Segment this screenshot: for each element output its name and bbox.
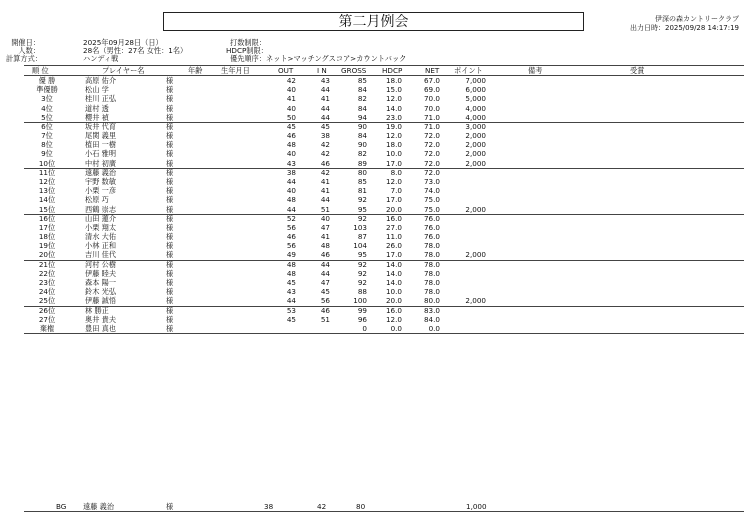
- cell-in: 45: [320, 121, 330, 131]
- table-row: [0, 131, 750, 140]
- cell-hdcp: 12.0: [385, 314, 402, 324]
- cell-sama: 様: [166, 103, 174, 113]
- cell-rank: 17位: [38, 222, 56, 232]
- cell-name: 山田 蓮介: [85, 213, 117, 223]
- cell-sama: 様: [166, 323, 174, 333]
- footer-rank: BG: [56, 502, 67, 511]
- cell-gross: 87: [357, 232, 367, 242]
- cell-net: 75.0: [423, 204, 440, 214]
- cell-rank: 3位: [41, 94, 53, 104]
- cell-name: 道村 透: [85, 103, 109, 113]
- cell-points: 4,000: [465, 112, 486, 122]
- meta-method-value: ハンディ戦: [83, 54, 119, 63]
- cell-net: 78.0: [423, 250, 440, 260]
- cell-gross: 85: [357, 176, 367, 186]
- cell-hdcp: 19.0: [385, 121, 402, 131]
- header-points: ポイント: [454, 66, 483, 75]
- cell-in: 51: [320, 314, 330, 324]
- cell-out: 50: [286, 112, 296, 122]
- table-row: [0, 306, 750, 315]
- cell-out: 48: [286, 268, 296, 278]
- cell-hdcp: 14.0: [385, 277, 402, 287]
- cell-sama: 様: [166, 277, 174, 287]
- cell-gross: 89: [357, 158, 367, 168]
- cell-rank: 22位: [38, 268, 56, 278]
- cell-hdcp: 18.0: [385, 76, 402, 85]
- cell-in: 44: [320, 103, 330, 113]
- cell-points: 2,000: [465, 158, 486, 168]
- cell-sama: 様: [166, 131, 174, 141]
- header-notes: 備考: [528, 66, 543, 75]
- cell-sama: 様: [166, 268, 174, 278]
- cell-in: 46: [320, 305, 330, 315]
- cell-sama: 様: [166, 241, 174, 251]
- cell-gross: 95: [357, 250, 367, 260]
- cell-net: 0.0: [428, 323, 440, 333]
- cell-name: 桂川 正弘: [85, 94, 117, 104]
- cell-hdcp: 20.0: [385, 296, 402, 306]
- cell-out: 45: [286, 277, 296, 287]
- cell-rank: 16位: [38, 213, 56, 223]
- cell-points: 2,000: [465, 296, 486, 306]
- cell-in: 41: [320, 186, 330, 196]
- table-row: [0, 205, 750, 214]
- cell-sama: 様: [166, 176, 174, 186]
- cell-rank: 7位: [41, 131, 53, 141]
- cell-net: 75.0: [423, 195, 440, 205]
- meta-count-label: 人数：: [18, 46, 40, 55]
- cell-in: 51: [320, 204, 330, 214]
- cell-net: 71.0: [423, 112, 440, 122]
- cell-in: 41: [320, 232, 330, 242]
- table-row: [0, 250, 750, 259]
- cell-gross: 96: [357, 314, 367, 324]
- cell-name: 小栗 翔太: [85, 222, 117, 232]
- cell-sama: 様: [166, 158, 174, 168]
- cell-sama: 様: [166, 296, 174, 306]
- cell-hdcp: 16.0: [385, 305, 402, 315]
- cell-net: 80.0: [423, 296, 440, 306]
- cell-sama: 様: [166, 140, 174, 150]
- header-hdcp: HDCP: [382, 66, 403, 75]
- cell-in: 44: [320, 268, 330, 278]
- cell-hdcp: 14.0: [385, 103, 402, 113]
- cell-in: 44: [320, 195, 330, 205]
- cell-gross: 88: [357, 287, 367, 297]
- cell-gross: 84: [357, 85, 367, 95]
- meta-date-value: 2025年09月28日（日）: [83, 38, 163, 47]
- cell-in: 44: [320, 259, 330, 269]
- cell-points: 3,000: [465, 121, 486, 131]
- cell-sama: 様: [166, 232, 174, 242]
- cell-name: 伊藤 誠悟: [85, 296, 117, 306]
- table-row: [0, 195, 750, 204]
- cell-name: 鈴木 光弘: [85, 287, 117, 297]
- cell-gross: 90: [357, 140, 367, 150]
- cell-hdcp: 20.0: [385, 204, 402, 214]
- cell-name: 坂井 代育: [85, 121, 117, 131]
- cell-gross: 82: [357, 94, 367, 104]
- cell-name: 櫻井 禎: [85, 112, 109, 122]
- cell-net: 72.0: [423, 158, 440, 168]
- cell-gross: 0: [362, 323, 367, 333]
- cell-name: 清水 大佑: [85, 232, 117, 242]
- cell-name: 吉川 佳代: [85, 250, 117, 260]
- cell-net: 76.0: [423, 232, 440, 242]
- cell-net: 83.0: [423, 305, 440, 315]
- cell-rank: 20位: [38, 250, 56, 260]
- table-row: [0, 324, 750, 333]
- cell-name: 松原 巧: [85, 195, 109, 205]
- cell-gross: 82: [357, 149, 367, 159]
- cell-net: 78.0: [423, 287, 440, 297]
- cell-gross: 90: [357, 121, 367, 131]
- cell-gross: 80: [357, 167, 367, 177]
- cell-sama: 様: [166, 259, 174, 269]
- table-row: [0, 168, 750, 177]
- cell-hdcp: 10.0: [385, 149, 402, 159]
- cell-out: 46: [286, 232, 296, 242]
- cell-sama: 様: [166, 186, 174, 196]
- cell-name: 奥井 貴夫: [85, 314, 117, 324]
- footer-age: 38: [264, 502, 274, 511]
- cell-sama: 様: [166, 76, 174, 85]
- cell-hdcp: 12.0: [385, 131, 402, 141]
- table-row: [0, 113, 750, 122]
- cell-gross: 99: [357, 305, 367, 315]
- meta-date-label: 開催日：: [11, 38, 40, 47]
- cell-rank: 11位: [38, 167, 56, 177]
- cell-sama: 様: [166, 204, 174, 214]
- cell-name: 豊田 真也: [85, 323, 117, 333]
- table-row: [0, 214, 750, 223]
- cell-hdcp: 16.0: [385, 213, 402, 223]
- table-row: [0, 287, 750, 296]
- cell-in: 48: [320, 241, 330, 251]
- cell-sama: 様: [166, 195, 174, 205]
- table-end-line: [24, 333, 744, 334]
- cell-gross: 95: [357, 204, 367, 214]
- table-row: [0, 85, 750, 94]
- cell-points: 7,000: [465, 76, 486, 85]
- cell-hdcp: 14.0: [385, 259, 402, 269]
- cell-in: 46: [320, 250, 330, 260]
- cell-sama: 様: [166, 314, 174, 324]
- cell-points: 4,000: [465, 103, 486, 113]
- cell-gross: 92: [357, 268, 367, 278]
- cell-in: 47: [320, 222, 330, 232]
- header-net: NET: [425, 66, 440, 75]
- cell-rank: 14位: [38, 195, 56, 205]
- footer-points: 1,000: [466, 502, 487, 511]
- cell-rank: 13位: [38, 186, 56, 196]
- cell-out: 48: [286, 259, 296, 269]
- cell-out: 46: [286, 131, 296, 141]
- cell-net: 78.0: [423, 277, 440, 287]
- table-row: [0, 223, 750, 232]
- cell-hdcp: 26.0: [385, 241, 402, 251]
- cell-gross: 92: [357, 259, 367, 269]
- table-row: [0, 296, 750, 305]
- cell-out: 41: [286, 94, 296, 104]
- header-prize: 受賞: [630, 66, 645, 75]
- table-row: [0, 94, 750, 103]
- table-row: [0, 177, 750, 186]
- cell-out: 48: [286, 195, 296, 205]
- header-in: I N: [317, 66, 327, 75]
- cell-in: 42: [320, 140, 330, 150]
- cell-rank: 18位: [38, 232, 56, 242]
- cell-gross: 92: [357, 195, 367, 205]
- cell-hdcp: 12.0: [385, 94, 402, 104]
- cell-rank: 15位: [38, 204, 56, 214]
- footer-in: 80: [356, 502, 366, 511]
- cell-name: 森本 陽一: [85, 277, 117, 287]
- cell-net: 70.0: [423, 103, 440, 113]
- cell-gross: 92: [357, 213, 367, 223]
- cell-net: 72.0: [423, 149, 440, 159]
- cell-hdcp: 17.0: [385, 250, 402, 260]
- table-row: [0, 159, 750, 168]
- cell-hdcp: 10.0: [385, 287, 402, 297]
- cell-out: 44: [286, 204, 296, 214]
- cell-rank: 25位: [38, 296, 56, 306]
- meta-priority: 優先順序：ネット>マッチングスコア>カウントバック: [230, 54, 407, 63]
- cell-out: 45: [286, 314, 296, 324]
- cell-name: 小石 雅明: [85, 149, 117, 159]
- cell-out: 40: [286, 103, 296, 113]
- cell-rank: 8位: [41, 140, 53, 150]
- footer-sama: 様: [166, 502, 174, 511]
- cell-name: 小林 正和: [85, 241, 117, 251]
- cell-net: 70.0: [423, 94, 440, 104]
- printed-value: 2025/09/28 14:17:19: [664, 24, 739, 32]
- cell-in: 46: [320, 158, 330, 168]
- cell-rank: 9位: [41, 149, 53, 159]
- table-row: [0, 186, 750, 195]
- cell-hdcp: 12.0: [385, 176, 402, 186]
- table-row: [0, 104, 750, 113]
- cell-rank: 26位: [38, 305, 56, 315]
- cell-out: 43: [286, 158, 296, 168]
- cell-sama: 様: [166, 222, 174, 232]
- cell-gross: 84: [357, 103, 367, 113]
- cell-in: 45: [320, 287, 330, 297]
- cell-sama: 様: [166, 149, 174, 159]
- cell-gross: 84: [357, 131, 367, 141]
- cell-points: 2,000: [465, 250, 486, 260]
- cell-hdcp: 0.0: [390, 323, 402, 333]
- cell-in: 42: [320, 167, 330, 177]
- cell-out: 52: [286, 213, 296, 223]
- cell-gross: 103: [353, 222, 367, 232]
- cell-net: 72.0: [423, 167, 440, 177]
- cell-hdcp: 18.0: [385, 140, 402, 150]
- cell-in: 40: [320, 213, 330, 223]
- table-row: [0, 315, 750, 324]
- table-row: [0, 76, 750, 85]
- page-title: 第二月例会: [163, 12, 584, 31]
- cell-sama: 様: [166, 250, 174, 260]
- table-row: [0, 278, 750, 287]
- cell-rank: 24位: [38, 287, 56, 297]
- header-birthday: 生年月日: [221, 66, 250, 75]
- cell-rank: 優 勝: [38, 76, 56, 85]
- cell-out: 56: [286, 241, 296, 251]
- cell-net: 69.0: [423, 85, 440, 95]
- cell-name: 林 勝正: [85, 305, 109, 315]
- meta-count-value: 28名（男性：27名 女性：1名）: [83, 46, 188, 55]
- cell-out: 38: [286, 167, 296, 177]
- cell-gross: 94: [357, 112, 367, 122]
- meta-stroke-limit: 打数制限：: [230, 38, 266, 47]
- cell-out: 40: [286, 85, 296, 95]
- cell-net: 78.0: [423, 241, 440, 251]
- cell-hdcp: 7.0: [390, 186, 402, 196]
- cell-net: 74.0: [423, 186, 440, 196]
- cell-sama: 様: [166, 287, 174, 297]
- cell-out: 40: [286, 149, 296, 159]
- cell-name: 伊藤 睦夫: [85, 268, 117, 278]
- cell-in: 43: [320, 76, 330, 85]
- cell-sama: 様: [166, 121, 174, 131]
- cell-out: 56: [286, 222, 296, 232]
- cell-hdcp: 17.0: [385, 195, 402, 205]
- cell-out: 44: [286, 176, 296, 186]
- cell-in: 56: [320, 296, 330, 306]
- cell-rank: 12位: [38, 176, 56, 186]
- cell-gross: 92: [357, 277, 367, 287]
- cell-rank: 23位: [38, 277, 56, 287]
- table-row: [0, 260, 750, 269]
- cell-net: 72.0: [423, 131, 440, 141]
- cell-hdcp: 15.0: [385, 85, 402, 95]
- cell-points: 2,000: [465, 140, 486, 150]
- header-age: 年齢: [188, 66, 203, 75]
- cell-rank: 10位: [38, 158, 56, 168]
- cell-gross: 100: [353, 296, 367, 306]
- cell-net: 78.0: [423, 259, 440, 269]
- cell-sama: 様: [166, 94, 174, 104]
- table-row: [0, 269, 750, 278]
- cell-in: 44: [320, 85, 330, 95]
- cell-in: 42: [320, 149, 330, 159]
- cell-net: 73.0: [423, 176, 440, 186]
- cell-points: 2,000: [465, 149, 486, 159]
- cell-net: 78.0: [423, 268, 440, 278]
- cell-out: 48: [286, 140, 296, 150]
- header-out: OUT: [278, 66, 294, 75]
- cell-name: 中村 初廣: [85, 158, 117, 168]
- cell-net: 84.0: [423, 314, 440, 324]
- cell-rank: 27位: [38, 314, 56, 324]
- cell-name: 植田 一樹: [85, 140, 117, 150]
- cell-net: 76.0: [423, 213, 440, 223]
- table-row: [0, 149, 750, 158]
- cell-out: 45: [286, 121, 296, 131]
- cell-name: 小栗 一彦: [85, 186, 117, 196]
- cell-sama: 様: [166, 213, 174, 223]
- cell-points: 6,000: [465, 85, 486, 95]
- cell-points: 5,000: [465, 94, 486, 104]
- cell-out: 53: [286, 305, 296, 315]
- meta-hdcp-limit: HDCP制限：: [226, 46, 268, 55]
- cell-hdcp: 11.0: [385, 232, 402, 242]
- table-row: [0, 140, 750, 149]
- printed-label: 出力日時：: [629, 24, 665, 32]
- cell-net: 76.0: [423, 222, 440, 232]
- cell-hdcp: 8.0: [390, 167, 402, 177]
- cell-gross: 81: [357, 186, 367, 196]
- cell-hdcp: 27.0: [385, 222, 402, 232]
- cell-name: 西鶴 崇志: [85, 204, 117, 214]
- cell-sama: 様: [166, 85, 174, 95]
- cell-in: 41: [320, 176, 330, 186]
- cell-name: 宇野 数敏: [85, 176, 117, 186]
- footer-out: 42: [317, 502, 327, 511]
- cell-hdcp: 14.0: [385, 268, 402, 278]
- printed-at: [630, 23, 739, 33]
- cell-rank: 4位: [41, 103, 53, 113]
- cell-hdcp: 17.0: [385, 158, 402, 168]
- table-row: [0, 122, 750, 131]
- cell-rank: 19位: [38, 241, 56, 251]
- cell-net: 67.0: [423, 76, 440, 85]
- table-row: [0, 232, 750, 241]
- cell-net: 72.0: [423, 140, 440, 150]
- cell-out: 40: [286, 186, 296, 196]
- cell-out: 49: [286, 250, 296, 260]
- cell-out: 42: [286, 76, 296, 85]
- header-player: プレイヤー名: [102, 66, 145, 75]
- cell-in: 41: [320, 94, 330, 104]
- cell-name: 松山 学: [85, 85, 109, 95]
- cell-rank: 棄権: [39, 323, 55, 333]
- header-rank: 順 位: [32, 66, 49, 75]
- footer-name: 遠藤 義治: [83, 502, 115, 511]
- cell-rank: 21位: [38, 259, 56, 269]
- cell-out: 44: [286, 296, 296, 306]
- cell-hdcp: 23.0: [385, 112, 402, 122]
- cell-in: 38: [320, 131, 330, 141]
- header-gross: GROSS: [341, 66, 367, 75]
- cell-rank: 5位: [41, 112, 53, 122]
- cell-rank: 6位: [41, 121, 53, 131]
- cell-name: 尾関 義里: [85, 131, 117, 141]
- cell-name: 高原 佑介: [85, 76, 117, 85]
- cell-in: 47: [320, 277, 330, 287]
- table-row: [0, 241, 750, 250]
- cell-in: 44: [320, 112, 330, 122]
- cell-name: 河村 公樹: [85, 259, 117, 269]
- cell-gross: 104: [353, 241, 367, 251]
- cell-points: 2,000: [465, 131, 486, 141]
- cell-sama: 様: [166, 167, 174, 177]
- cell-points: 2,000: [465, 204, 486, 214]
- cell-net: 71.0: [423, 121, 440, 131]
- cell-out: 43: [286, 287, 296, 297]
- meta-method-label: 計算方式：: [6, 54, 42, 63]
- club-name: 伊深の森カントリークラブ: [655, 15, 739, 23]
- cell-sama: 様: [166, 112, 174, 122]
- cell-name: 遠藤 義治: [85, 167, 117, 177]
- cell-gross: 85: [357, 76, 367, 85]
- cell-sama: 様: [166, 305, 174, 315]
- cell-rank: 準優勝: [36, 85, 58, 95]
